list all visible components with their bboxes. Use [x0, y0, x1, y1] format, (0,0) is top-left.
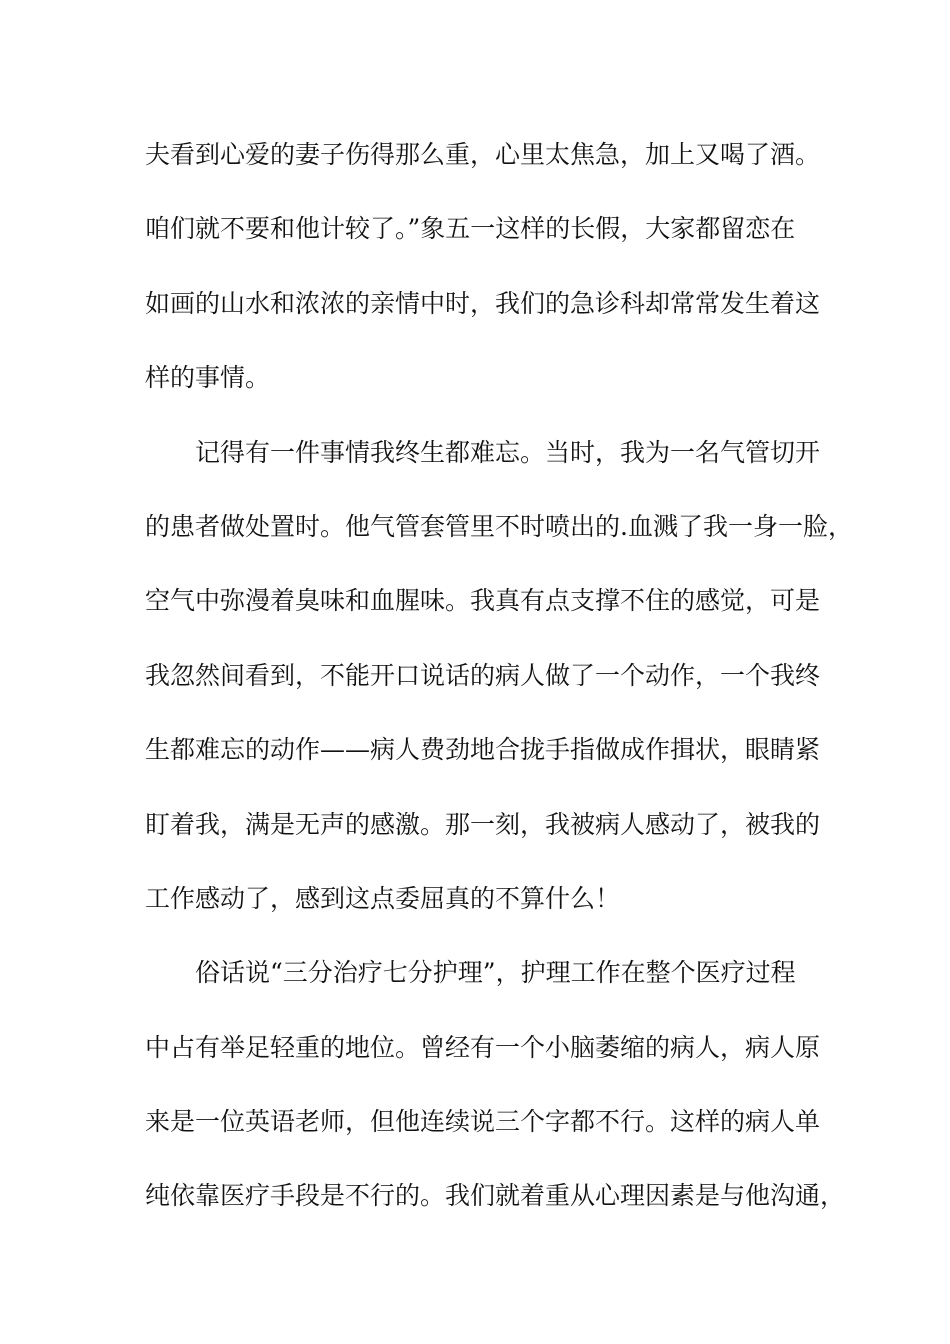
- text-line: 如画的山水和浓浓的亲情中时，我们的急诊科却常常发生着这: [145, 288, 821, 318]
- text-line: 咱们就不要和他计较了。”象五一这样的长假，大家都留恋在: [145, 214, 796, 244]
- text-line: 夫看到心爱的妻子伤得那么重，心里太焦急，加上又喝了酒。: [145, 140, 821, 169]
- text-line: 盯着我，满是无声的感激。那一刻，我被病人感动了，被我的: [145, 809, 821, 839]
- text-line: 来是一位英语老师，但他连续说三个字都不行。这样的病人单: [145, 1107, 821, 1137]
- text-line: 空气中弥漫着臭味和血腥味。我真有点支撑不住的感觉，可是: [145, 586, 821, 616]
- body-text: [145, 130, 853, 1246]
- text-line: 我忽然间看到，不能开口说话的病人做了一个动作，一个我终: [145, 660, 821, 690]
- text-line: 样的事情。: [145, 363, 271, 393]
- paragraph-first-line: 俗话说“三分治疗七分护理”，护理工作在整个医疗过程: [195, 958, 796, 988]
- text-line: 工作感动了，感到这点委屈真的不算什么！: [145, 883, 621, 913]
- text-line: 生都难忘的动作——病人费劲地合拢手指做成作揖状，眼睛紧: [145, 735, 821, 765]
- text-line: 纯依靠医疗手段是不行的。我们就着重从心理因素是与他沟通，: [145, 1181, 846, 1211]
- paragraph-first-line: 记得有一件事情我终生都难忘。当时，我为一名气管切开: [195, 437, 821, 467]
- text-line: 的患者做处置时。他气管套管里不时喷出的.血溅了我一身一脸，: [145, 511, 853, 541]
- text-line: 中占有举足轻重的地位。曾经有一个小脑萎缩的病人，病人原: [145, 1032, 821, 1062]
